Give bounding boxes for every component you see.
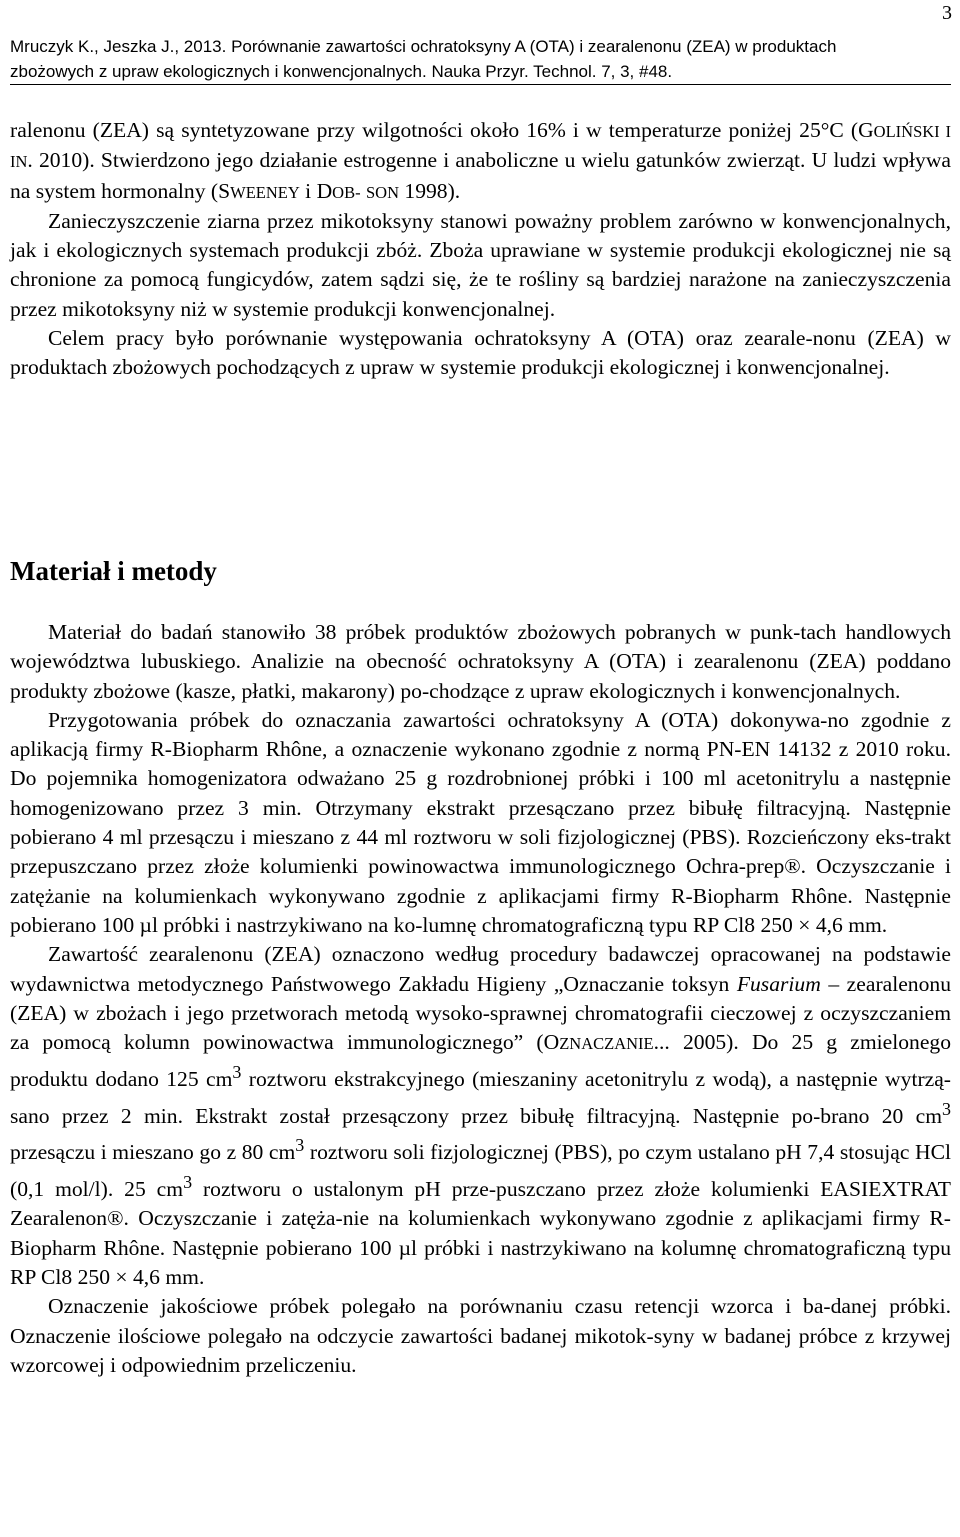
intro-paragraph-3: Celem pracy było porównanie występowania ochratoksyny A (OTA) oraz zearale-nonu (ZEA) w produktach zbożowych pochodzących z upraw w systemie produkcji ekologicznej i konwencjonalnej. <box>10 326 951 380</box>
methods-paragraph-3: Zawartość zearalenonu (ZEA) oznaczono według procedury badawczej opracowanej na podstawie wydawnictwa metodycznego Państwowego Zakładu Higieny „Oznaczanie toksyn Fusarium – zearalenonu (ZEA) w zbożach i jego przetworach metodą wysoko-sprawnej chromatografii cieczowej z oczyszczaniem za pomocą kolumn powinowactwa immunologicznego” (OZNACZANIE... 2005). Do 25 g zmielonego produktu dodano 125 $cm^3$ roztworu ekstrakcyjnego (mieszaniny acetonitrylu z wodą), a następnie wytrzą-sano przez 2 min. Ekstrakt został przesączony przez bibułę filtracyjną. Następnie po-brano 20 $cm^3$ przesączu i mieszano go z 80 $cm^3$ roztworu soli fizjologicznej (PBS), po czym ustalano pH 7,4 stosując HCl (0,1 mol/l). 25 $cm^3$ roztworu o ustalonym pH prze-puszczano przez złoże kolumienki EASIEXTRAT Zearalenon®. Oczyszczanie i zatęża-nie na kolumienkach wykonywano zgodnie z aplikacjami firmy R-Biopharm Rhône. Następnie pobierano 100 µl próbki i nastrzykiwano na kolumnę chromatograficzną typu RP Cl8 250 × 4,6 mm. <box>10 942 952 1289</box>
page-number: 3 <box>942 2 952 24</box>
intro-paragraph-2: Zanieczyszczenie ziarna przez mikotoksyny stanowi poważny problem zarówno w konwencjonalnych, jak i ekologicznych systemach produkcji zbóż. Zboża uprawiane w systemie produkcji ekologicznej nie są chronione za pomocą fungicydów, zatem sądzi się, że te rośliny są bardziej narażone na zanieczyszczenia przez mikotoksyny niż w systemie produkcji konwencjonalnej. <box>10 208 951 321</box>
running-header <box>10 34 940 84</box>
methods-paragraph-2: Przygotowania próbek do oznaczania zawartości ochratoksyny A (OTA) dokonywa-no zgodnie z aplikacją firmy R-Biopharm Rhône, a oznaczenie wykonano zgodnie z normą PN-EN 14132 z 2010 roku. Do pojemnika homogenizatora odważano 25 g rozdrobnionej próbki i 100 ml acetonitrylu a następnie homogenizowano przez 3 min. Otrzymany ekstrakt przesączano przez bibułę filtracyjną. Następnie pobierano 4 ml przesączu i mieszano z 44 ml roztworu w soli fizjologicznej (PBS). Rozcieńczony eks-trakt przepuszczano przez złoże kolumienki powinowactwa immunologicznego Ochra-prep®. Oczyszczanie i zatężanie na kolumienkach wykonywano zgodnie z aplikacjami firmy R-Biopharm Rhône. Następnie pobierano 100 µl próbki i nastrzykiwano na ko-lumnę chromatograficzną typu RP Cl8 250 × 4,6 mm. <box>10 707 951 937</box>
section-heading: Materiał i metody <box>10 556 217 586</box>
methods-paragraph-4: Oznaczenie jakościowe próbek polegało na porównaniu czasu retencji wzorca i ba-danej próbki. Oznaczenie ilościowe polegało na odczycie zawartości badanej mikotok-syny w badanej próbce z krzywej wzorcowej i odpowiednim przeliczeniu. <box>10 1294 951 1377</box>
methods-text <box>10 618 951 1380</box>
intro-text <box>10 116 951 383</box>
citation-line-1: Mruczyk K., Jeszka J., 2013. Porównanie zawartości ochratoksyny A (OTA) i zearalenonu (ZEA) w produktach <box>10 37 837 56</box>
citation-line-2: zbożowych z upraw ekologicznych i konwencjonalnych. Nauka Przyr. Technol. 7, 3, #48. <box>10 62 673 81</box>
methods-paragraph-1: Materiał do badań stanowiło 38 próbek produktów zbożowych pobranych w punk-tach handlowych województwa lubuskiego. Analizie na obecność ochratoksyny A (OTA) i zearalenonu (ZEA) poddano produkty zbożowe (kasze, płatki, makarony) po-chodzące z upraw ekologicznych i konwencjonalnych. <box>10 620 951 703</box>
header-rule <box>10 84 951 85</box>
intro-paragraph-1: ralenonu (ZEA) są syntetyzowane przy wilgotności około 16% i w temperaturze poniżej 25°C (GOLIŃSKI I IN. 2010). Stwierdzono jego działanie estrogenne i anaboliczne u wielu gatunków zwierząt. U ludzi wpływa na system hormonalny (SWEENEY i DOB- SON 1998). <box>10 118 951 203</box>
